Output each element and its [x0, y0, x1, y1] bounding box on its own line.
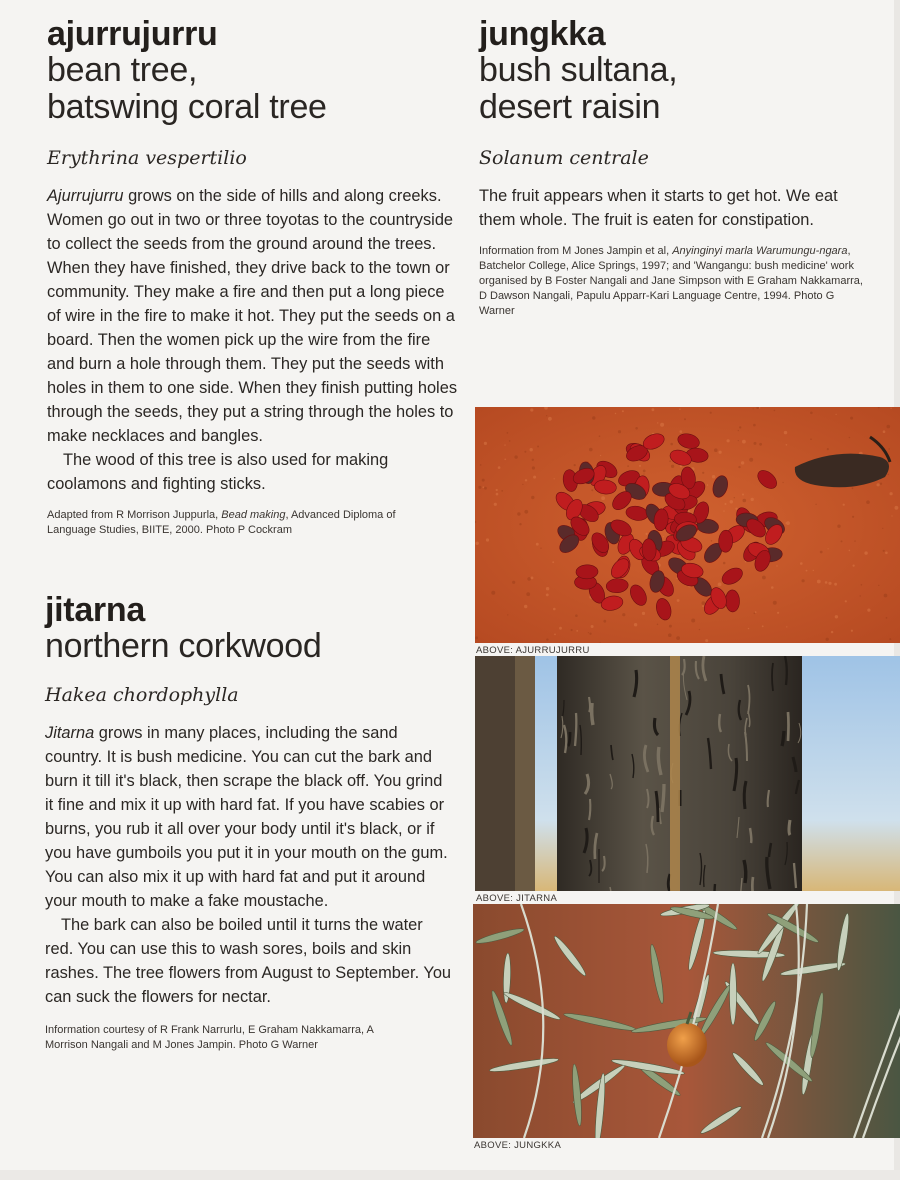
page-edge-bottom [0, 1170, 900, 1180]
photo-jitarna-bark [475, 656, 900, 891]
scientific-name: Solanum centrale [479, 147, 649, 169]
paragraph-1: The fruit appears when it starts to get hot. We eat them whole. The fruit is eaten for constipation. [479, 187, 838, 229]
credit-title: Anyinginyi marla Warumungu-ngara [672, 245, 848, 257]
english-name-line-2: batswing coral tree [47, 88, 327, 126]
credit-text: Information from M Jones Jampin et al, [479, 245, 673, 257]
credit-text-end: , Batchelor College, Alice Springs, 1997; and 'Wangangu: bush medicine' work organised by B Foster Nangali and Jane Simpson with E Graham Nakkamarra, D Dawson Nangali, Papulu Apparr-Kari Language Centre, 1994. Photo G Warner [479, 245, 863, 317]
paragraph-2: The wood of this tree is also used for making coolamons and fighting sticks. [47, 451, 389, 493]
paragraph-lead-term: Ajurrujurru [47, 187, 124, 205]
credit-title: Bead making [221, 509, 286, 521]
entry-jungkka [479, 16, 874, 319]
entry-body [47, 184, 457, 496]
caption-seeds: ABOVE: AJURRUJURRU [476, 645, 590, 656]
headword-jitarna: jitarna [45, 591, 145, 629]
paragraph-1 [45, 721, 455, 913]
entry-jitarna [45, 592, 455, 1053]
caption-bark: ABOVE: JITARNA [476, 893, 558, 904]
paragraph-lead-term: Jitarna [45, 724, 95, 742]
photo-credit [47, 508, 427, 538]
scientific-name: Hakea chordophylla [45, 684, 239, 706]
english-name-line-1: bean tree, [47, 51, 198, 89]
headword-ajurrujurru: ajurrujurru [47, 15, 218, 53]
headword-jungkka: jungkka [479, 15, 606, 53]
photo-credit: Information courtesy of R Frank Narrurlu, E Graham Nakkamarra, A Morrison Nangali and M Jones Jampin. Photo G Warner [45, 1024, 374, 1051]
entry-ajurrujurru [47, 16, 457, 538]
english-name-line-1: northern corkwood [45, 627, 322, 665]
caption-fruit: ABOVE: JUNGKKA [474, 1140, 562, 1151]
english-name-line-2: desert raisin [479, 88, 661, 126]
photo-ajurrujurru-seeds [475, 407, 900, 643]
credit-text-end: , Advanced Diploma of Language Studies, BIITE, 2000. Photo P Cockram [47, 509, 396, 536]
scientific-name: Erythrina vespertilio [47, 147, 247, 169]
paragraph-text: grows on the side of hills and along creeks. Women go out in two or three toyotas to the countryside to collect the seeds from the ground around the trees. When they have finished, they drive back to the town or community. They make a fire and then put a long piece of wire in the fire to make it hot. They put the seeds on a board. Then the women pick up the wire from the fire and burn a hole through them. They put the seeds with holes in them to one side. When they finish putting holes through the seeds, they put a string through the holes to make necklaces and bangles. [47, 187, 458, 445]
paragraph-1 [47, 184, 457, 448]
entry-body [479, 184, 874, 232]
paragraph-text: grows in many places, including the sand country. It is bush medicine. You can cut the bark and burn it till it's black, then scrape the black off. You grind it fine and mix it up with hard fat. If you have scabies or burns, you rub it all over your body until it's black, or if you have gumboils you put it in your mouth on the gum. You can also mix it up with hard fat and put it around your mouth to make a fake moustache. [45, 724, 448, 910]
photo-credit [479, 244, 864, 319]
photo-jungkka-fruit [473, 904, 900, 1138]
english-name-line-1: bush sultana, [479, 51, 678, 89]
entry-body [45, 721, 455, 1009]
credit-text: Adapted from R Morrison Juppurla, [47, 509, 222, 521]
paragraph-2: The bark can also be boiled until it turns the water red. You can use this to wash sores, boils and skin rashes. The tree flowers from August to September. You can suck the flowers for nectar. [45, 916, 452, 1006]
